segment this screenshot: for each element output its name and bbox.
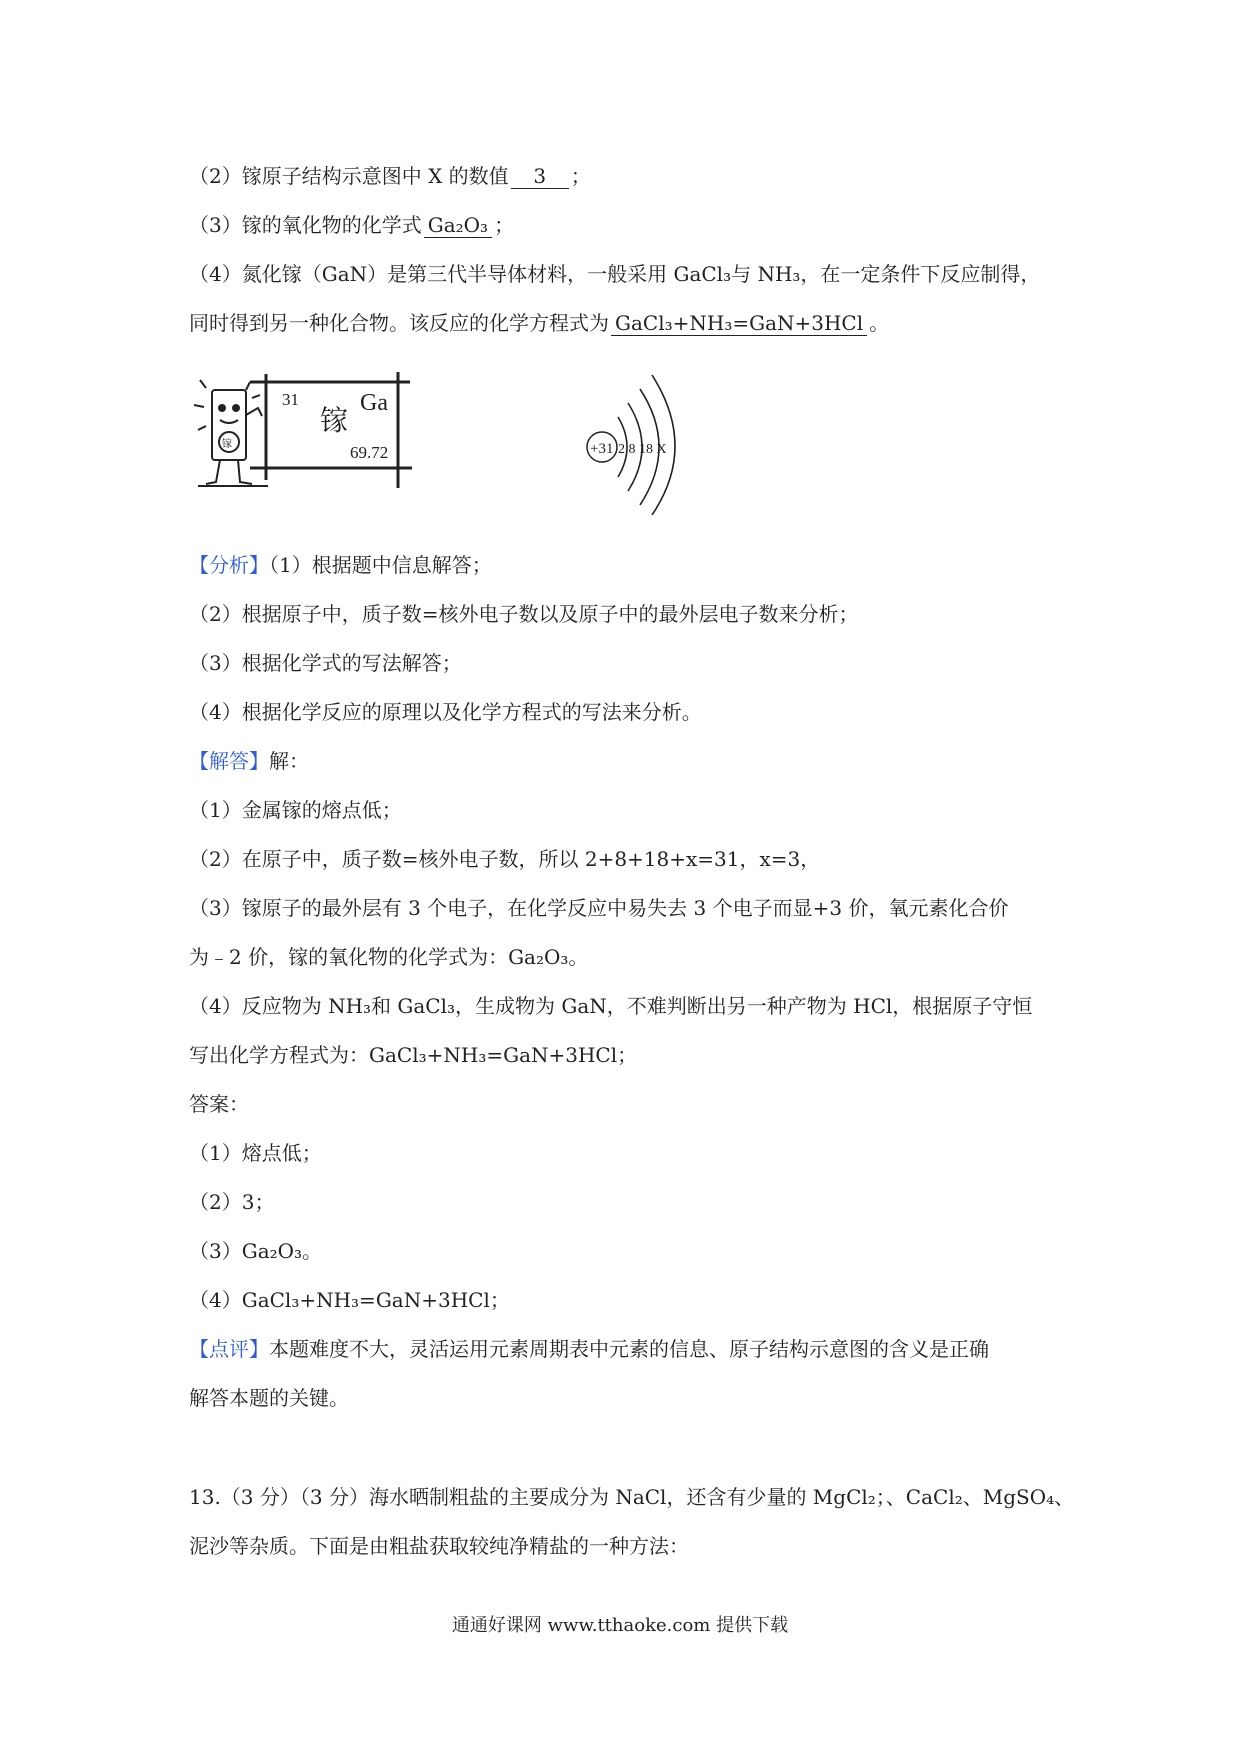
gallium-element-card bbox=[190, 360, 460, 500]
q13-line-2: 泥沙等杂质。下面是由粗盐获取较纯净精盐的一种方法： bbox=[189, 1534, 689, 1558]
solution-line-1: （1）金属镓的熔点低； bbox=[189, 798, 402, 822]
atomic-structure-diagram bbox=[570, 365, 710, 515]
atomic-mass: 69.72 bbox=[350, 443, 389, 462]
solution-line-4a: （4）反应物为 NH₃和 GaCl₃，生成物为 GaN，不难判断出另一种产物为 HCl，根据原子守恒 bbox=[189, 994, 1033, 1018]
answer-blank-2: 3 bbox=[511, 164, 569, 189]
comment-line-2: 解答本题的关键。 bbox=[189, 1386, 349, 1410]
q13-line-1: 13.（3 分）（3 分）海水晒制粗盐的主要成分为 NaCl，还含有少量的 MgCl₂；、CaCl₂、MgSO₄、 bbox=[189, 1485, 1075, 1509]
comment-tag: 【点评】 bbox=[189, 1337, 269, 1361]
nucleus-charge: +31 bbox=[590, 441, 614, 457]
comment-line-1: 【点评】本题难度不大，灵活运用元素周期表中元素的信息、原子结构示意图的含义是正确 bbox=[189, 1337, 989, 1361]
q12-part4-line2: 同时得到另一种化合物。该反应的化学方程式为 GaCl₃+NH₃=GaN+3HCl 。 bbox=[189, 311, 890, 335]
solution-tag: 【解答】 bbox=[189, 749, 269, 773]
cartoon-character-icon bbox=[194, 380, 268, 486]
page-footer: 通通好课网 www.tthaoke.com 提供下载 bbox=[451, 1615, 789, 1636]
analysis-line-3: （3）根据化学式的写法解答； bbox=[189, 651, 462, 675]
solution-intro: 【解答】解： bbox=[189, 749, 309, 773]
shell-electron-counts: 2 8 18 X bbox=[618, 442, 667, 457]
element-symbol: Ga bbox=[360, 390, 388, 416]
answer-blank-4: GaCl₃+NH₃=GaN+3HCl bbox=[611, 311, 867, 336]
answer-3: （3）Ga₂O₃。 bbox=[189, 1239, 323, 1263]
answer-1: （1）熔点低； bbox=[189, 1141, 322, 1165]
answer-4: （4）GaCl₃+NH₃=GaN+3HCl； bbox=[189, 1288, 510, 1312]
element-name: 镓 bbox=[320, 404, 349, 437]
solution-line-3a: （3）镓原子的最外层有 3 个电子，在化学反应中易失去 3 个电子而显+3 价，氧元素化合价 bbox=[189, 896, 1009, 920]
q12-part3: （3）镓的氧化物的化学式 Ga₂O₃ ； bbox=[189, 213, 515, 237]
analysis-line-1: 【分析】（1）根据题中信息解答； bbox=[189, 553, 492, 577]
solution-line-2: （2）在原子中，质子数=核外电子数，所以 2+8+18+x=31，x=3， bbox=[189, 847, 821, 871]
q12-part4-line1: （4）氮化镓（GaN）是第三代半导体材料，一般采用 GaCl₃与 NH₃，在一定条件下反应制得， bbox=[189, 262, 1041, 286]
solution-line-4b: 写出化学方程式为：GaCl₃+NH₃=GaN+3HCl； bbox=[189, 1043, 638, 1067]
analysis-tag: 【分析】 bbox=[189, 553, 269, 577]
analysis-line-2: （2）根据原子中，质子数=核外电子数以及原子中的最外层电子数来分析； bbox=[189, 602, 859, 626]
atomic-number: 31 bbox=[282, 390, 299, 409]
solution-line-3b: 为﹣2 价，镓的氧化物的化学式为：Ga₂O₃。 bbox=[189, 945, 589, 969]
analysis-line-4: （4）根据化学反应的原理以及化学方程式的写法来分析。 bbox=[189, 700, 702, 724]
answer-label: 答案： bbox=[189, 1092, 249, 1116]
q12-part2: （2）镓原子结构示意图中 X 的数值 3 ； bbox=[189, 164, 591, 188]
answer-blank-3: Ga₂O₃ bbox=[424, 213, 492, 238]
answer-2: （2）3； bbox=[189, 1190, 275, 1214]
cartoon-badge: 镓 bbox=[222, 439, 232, 450]
